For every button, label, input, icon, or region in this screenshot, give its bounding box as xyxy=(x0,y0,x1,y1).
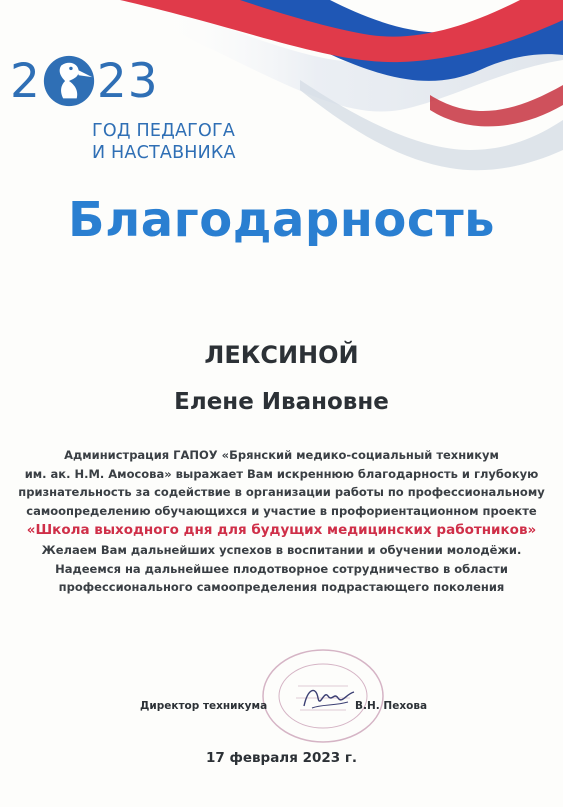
logo-line-2: И НАСТАВНИКА xyxy=(92,143,236,163)
handwritten-signature xyxy=(298,678,358,718)
body-line: им. ак. Н.М. Амосова» выражает Вам искреннюю благодарность и глубокую xyxy=(24,466,539,481)
closing-line: Надеемся на дальнейшее плодотворное сотрудничество в области xyxy=(55,561,508,576)
closing-line: Желаем Вам дальнейших успехов в воспитании и обучении молодёжи. xyxy=(41,543,522,557)
recipient-name: Елене Ивановне xyxy=(174,389,389,415)
issue-date: 17 февраля 2023 г. xyxy=(205,750,358,766)
logo-line-1: ГОД ПЕДАГОГА xyxy=(92,121,236,141)
closing-line: профессионального самоопределения подрастающего поколения xyxy=(58,580,505,594)
certificate-body xyxy=(0,446,563,597)
body-line: самоопределению обучающихся и участие в профориентационном проекте xyxy=(26,503,537,518)
director-name: В.Н. Пехова xyxy=(355,700,428,712)
logo-year-left: 2 xyxy=(10,54,41,109)
project-name: «Школа выходного дня для будущих медицинских работников» xyxy=(26,522,537,538)
body-line: признательность за содействие в организации работы по профессиональному xyxy=(18,485,545,499)
logo-year-right: 23 xyxy=(96,54,159,109)
pelican-logo-icon xyxy=(40,52,98,110)
logo-caption xyxy=(92,120,236,164)
year-logo xyxy=(0,50,240,170)
recipient-surname: ЛЕКСИНОЙ xyxy=(204,341,359,369)
body-line: Администрация ГАПОУ «Брянский медико-социальный техникум xyxy=(64,448,499,462)
director-role: Директор техникума xyxy=(140,700,268,712)
page-title: Благодарность xyxy=(68,192,495,248)
